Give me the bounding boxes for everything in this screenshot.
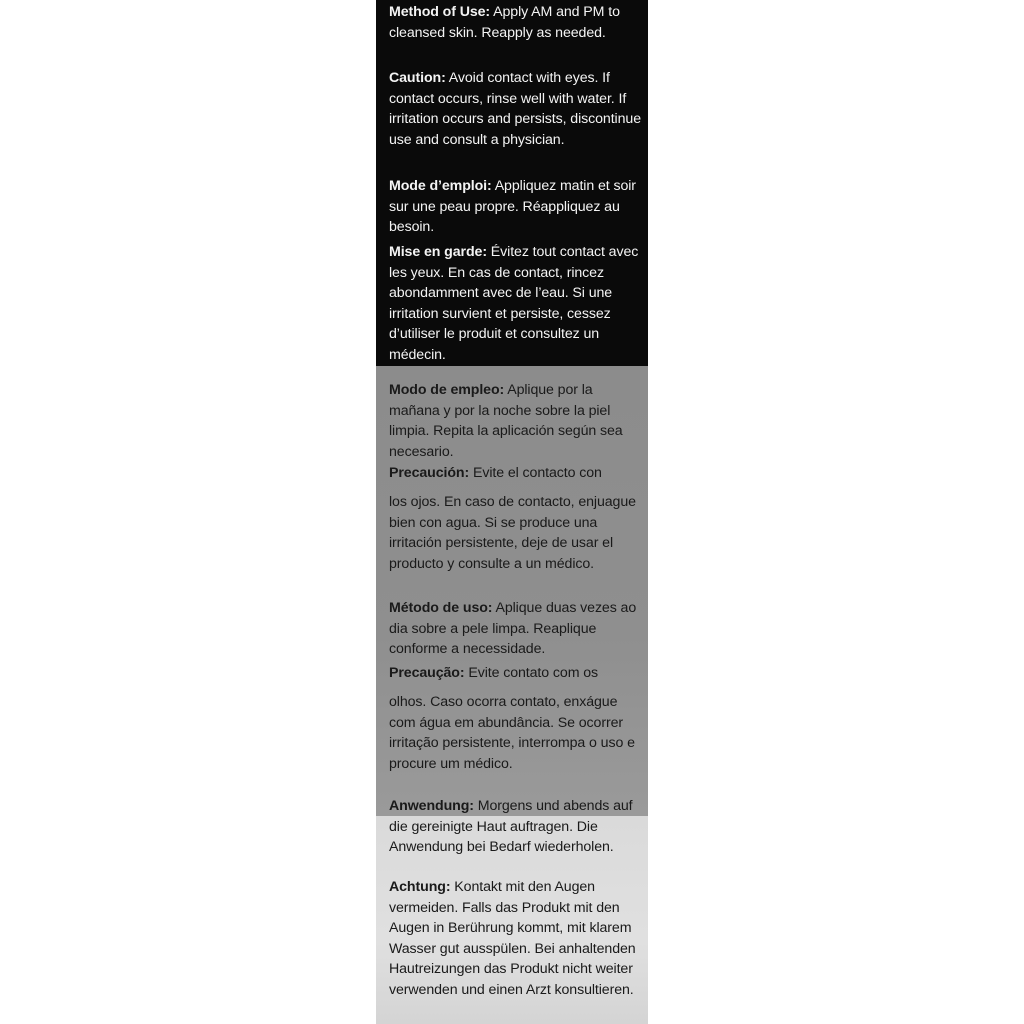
french-caution [389, 242, 645, 365]
spanish-caution-text-line1: Evite el contacto con [469, 465, 602, 481]
spanish-method-label: Modo de empleo: [389, 382, 505, 398]
spanish-caution-rest [389, 492, 645, 574]
english-caution-text: Avoid contact with eyes. If contact occurs, rinse well with water. If irritation occurs and persists, discontinue use and consult a physician. [389, 70, 641, 148]
portuguese-method-of-use [389, 598, 645, 660]
german-method-text: Morgens und abends auf die gereinigte Haut auftragen. Die Anwendung bei Bedarf wiederholen. [389, 798, 633, 855]
spanish-method-of-use [389, 380, 645, 462]
portuguese-caution-text-rest: olhos. Caso ocorra contato, enxágue com água em abundância. Se ocorrer irritação persistente, interrompa o uso e procure um médico. [389, 694, 635, 772]
portuguese-caution-text-line1: Evite contato com os [464, 665, 599, 681]
spanish-caution-text-rest: los ojos. En caso de contacto, enjuague bien con agua. Si se produce una irritación persistente, deje de usar el producto y consulte a un médico. [389, 494, 636, 572]
portuguese-caution-label: Precaução: [389, 665, 465, 681]
french-method-of-use [389, 176, 645, 238]
portuguese-method-text: Aplique duas vezes ao dia sobre a pele limpa. Reaplique conforme a necessidade. [389, 600, 637, 657]
german-caution-label: Achtung: [389, 879, 451, 895]
french-caution-label: Mise en garde: [389, 244, 487, 260]
portuguese-method-label: Método de uso: [389, 600, 493, 616]
french-caution-text: Évitez tout contact avec les yeux. En cas de contact, rincez abondamment avec de l’eau. Si une irritation survient et persiste, cessez d’utiliser le produit et consultez un médecin. [389, 244, 639, 363]
french-method-label: Mode d’emploi: [389, 178, 492, 194]
french-method-text: Appliquez matin et soir sur une peau propre. Réappliquez au besoin. [389, 178, 636, 235]
english-caution [389, 68, 645, 150]
german-caution-text: Kontakt mit den Augen vermeiden. Falls das Produkt mit den Augen in Berührung kommt, mit klarem Wasser gut ausspülen. Bei anhaltenden Hautreizungen das Produkt nicht weiter verwenden und einen Arzt konsultieren. [389, 879, 636, 998]
english-method-label: Method of Use: [389, 4, 491, 20]
portuguese-caution-rest [389, 692, 645, 774]
english-method-text: Apply AM and PM to cleansed skin. Reapply as needed. [389, 4, 620, 41]
english-caution-label: Caution: [389, 70, 446, 86]
portuguese-caution-line1 [389, 663, 645, 684]
english-method-of-use [389, 2, 645, 43]
german-method-of-use [389, 796, 645, 858]
german-method-label: Anwendung: [389, 798, 474, 814]
spanish-method-text: Aplique por la mañana y por la noche sobre la piel limpia. Repita la aplicación según sea necesario. [389, 382, 623, 460]
spanish-caution-label: Precaución: [389, 465, 470, 481]
german-caution [389, 877, 645, 1000]
label-strip [376, 0, 648, 1024]
spanish-caution-line1 [389, 463, 645, 484]
